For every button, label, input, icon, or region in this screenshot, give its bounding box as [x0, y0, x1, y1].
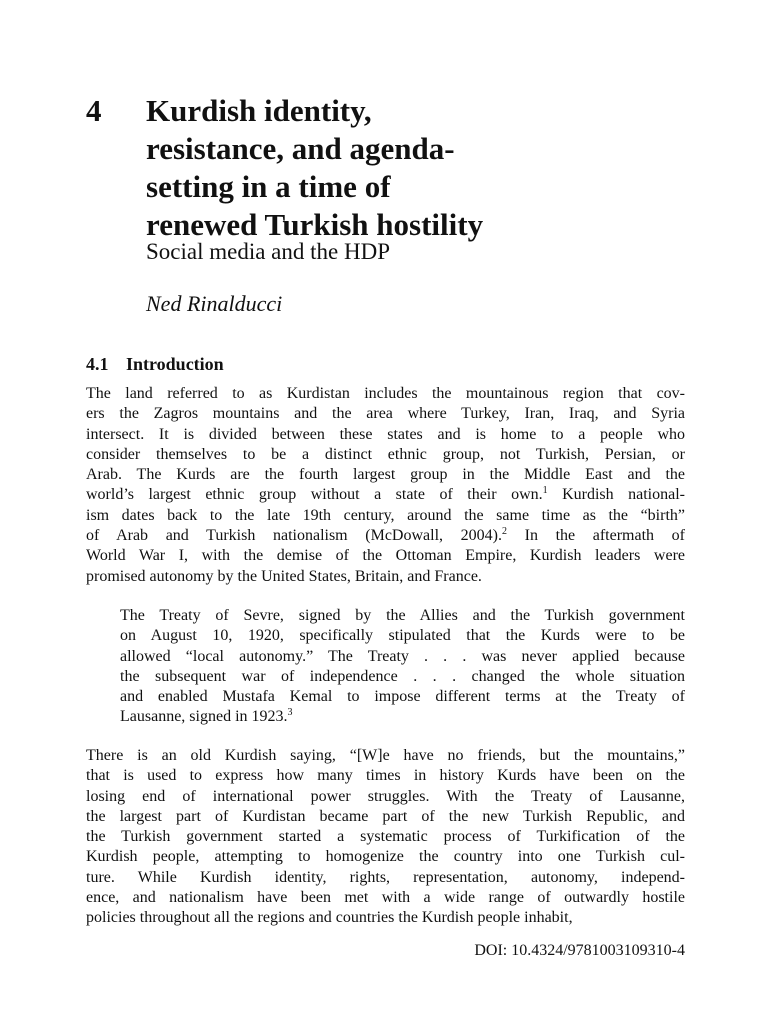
text-line: Arab. The Kurds are the fourth largest group in the Middle East and the	[86, 466, 685, 484]
text-line: allowed “local autonomy.” The Treaty . . . was never applied because	[120, 647, 685, 665]
text-line: ism dates back to the late 19th century, around the same time as the “birth”	[86, 506, 685, 524]
block-quote	[120, 606, 685, 728]
text-line: policies throughout all the regions and countries the Kurdish people inhabit,	[86, 909, 573, 927]
text-line: intersect. It is divided between these states and is home to a people who	[86, 425, 685, 443]
chapter-title	[146, 92, 706, 244]
chapter-subtitle: Social media and the HDP	[146, 239, 391, 264]
text-line	[120, 707, 685, 727]
text-line: consider themselves to be a distinct ethnic group, not Turkish, Persian, or	[86, 445, 685, 463]
chapter-number: 4	[86, 93, 102, 128]
text-line: on August 10, 1920, specifically stipulated that the Kurds were to be	[120, 627, 685, 645]
text-line: ence, and nationalism have been met with a wide range of outwardly hostile	[86, 889, 685, 907]
text-line: ers the Zagros mountains and the area where Turkey, Iran, Iraq, and Syria	[86, 405, 685, 423]
section-number: 4.1	[86, 354, 109, 374]
chapter-title-line: Kurdish identity,	[146, 93, 372, 128]
section-title: Introduction	[126, 354, 224, 374]
text-line: promised autonomy by the United States, Britain, and France.	[86, 567, 482, 585]
text-fragment: Kurdish national-	[547, 486, 686, 504]
text-line: the Turkish government started a systematic process of Turkification of the	[86, 828, 685, 846]
text-line	[86, 485, 685, 505]
text-line: There is an old Kurdish saying, “[W]e have no friends, but the mountains,”	[86, 747, 685, 764]
doi-footer: DOI: 10.4324/9781003109310-4	[474, 942, 685, 959]
footnote-ref[interactable]: 1	[542, 485, 548, 497]
text-fragment: Lausanne, signed in 1923.	[120, 708, 288, 726]
text-fragment: world’s largest ethnic group without a state of their own.	[86, 486, 543, 504]
text-fragment: In the aftermath of	[506, 527, 686, 545]
text-line: Kurdish people, attempting to homogenize the country into one Turkish cul-	[86, 848, 685, 866]
text-line: the subsequent war of independence . . . changed the whole situation	[120, 667, 685, 685]
chapter-title-line: resistance, and agenda-	[146, 131, 455, 166]
section-heading	[86, 351, 224, 377]
paragraph-2	[86, 746, 685, 929]
text-line	[86, 526, 685, 546]
footnote-ref[interactable]: 2	[501, 526, 507, 538]
author-name: Ned Rinalducci	[146, 291, 283, 316]
footnote-ref[interactable]: 3	[287, 707, 293, 719]
text-line: losing end of international power struggles. With the Treaty of Lausanne,	[86, 787, 685, 805]
chapter-title-line: renewed Turkish hostility	[146, 207, 484, 242]
text-line: The land referred to as Kurdistan includes the mountainous region that cov-	[86, 385, 685, 402]
text-line: the largest part of Kurdistan became part of the new Turkish Republic, and	[86, 807, 685, 825]
text-line: and enabled Mustafa Kemal to impose different terms at the Treaty of	[120, 688, 685, 706]
text-fragment: of Arab and Turkish nationalism (McDowall, 2004).	[86, 527, 502, 545]
paragraph-1	[86, 384, 685, 587]
text-line: World War I, with the demise of the Ottoman Empire, Kurdish leaders were	[86, 547, 685, 565]
text-line: that is used to express how many times in history Kurds have been on the	[86, 767, 685, 785]
chapter-title-line: setting in a time of	[146, 169, 391, 204]
text-line: ture. While Kurdish identity, rights, representation, autonomy, independ-	[86, 868, 685, 886]
text-line: The Treaty of Sevre, signed by the Allies and the Turkish government	[120, 607, 685, 624]
